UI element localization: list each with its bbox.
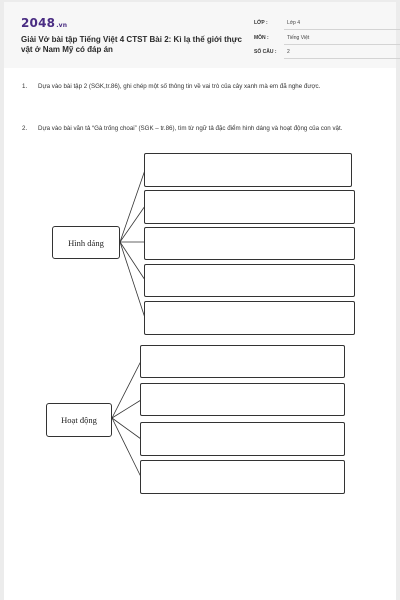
logo-name: 2048 [21,16,56,30]
answer-box[interactable] [140,422,345,456]
connector-line [112,418,141,477]
answer-box[interactable] [140,345,345,378]
answer-box[interactable] [140,383,345,416]
question-number: 2. [22,125,28,132]
group-label-hoat-dong: Hoạt động [46,403,112,437]
meta-subject-label: MÔN : [254,35,269,41]
meta-count-label: SỐ CÂU : [254,49,277,55]
answer-box[interactable] [144,301,355,335]
logo-tld: .vn [56,22,68,29]
meta-class-label: LỚP : [254,20,268,26]
meta-subject-value: Tiếng Việt [287,35,310,41]
answer-box[interactable] [144,190,355,224]
answer-box[interactable] [144,227,355,260]
meta-class-value: Lớp 4 [287,20,301,26]
connector-line [120,170,145,242]
document-title: Giải Vở bài tập Tiếng Việt 4 CTST Bài 2: Kì lạ thế giới thực vật ở Nam Mỹ có đáp án [21,35,242,54]
group-label-hinh-dang: Hình dáng [52,226,120,259]
worksheet-page [4,2,396,600]
meta-count-value: 2 [287,49,290,55]
answer-box[interactable] [144,153,352,187]
question-text: Dựa vào bài văn tả “Gà trống choai” (SGK – tr.86), tìm từ ngữ tả đặc điểm hình dáng và hoạt động của con vật. [38,125,343,132]
connector-line [120,242,145,318]
question-text: Dựa vào bài tập 2 (SGK,tr.86), ghi chép một số thông tin về vai trò của cây xanh mà em đã nghe được. [38,83,321,90]
answer-box[interactable] [144,264,355,297]
connector-line [112,418,141,439]
answer-box[interactable] [140,460,345,494]
question-number: 1. [22,83,28,90]
connector-line [120,206,145,242]
connector-line [120,242,145,280]
